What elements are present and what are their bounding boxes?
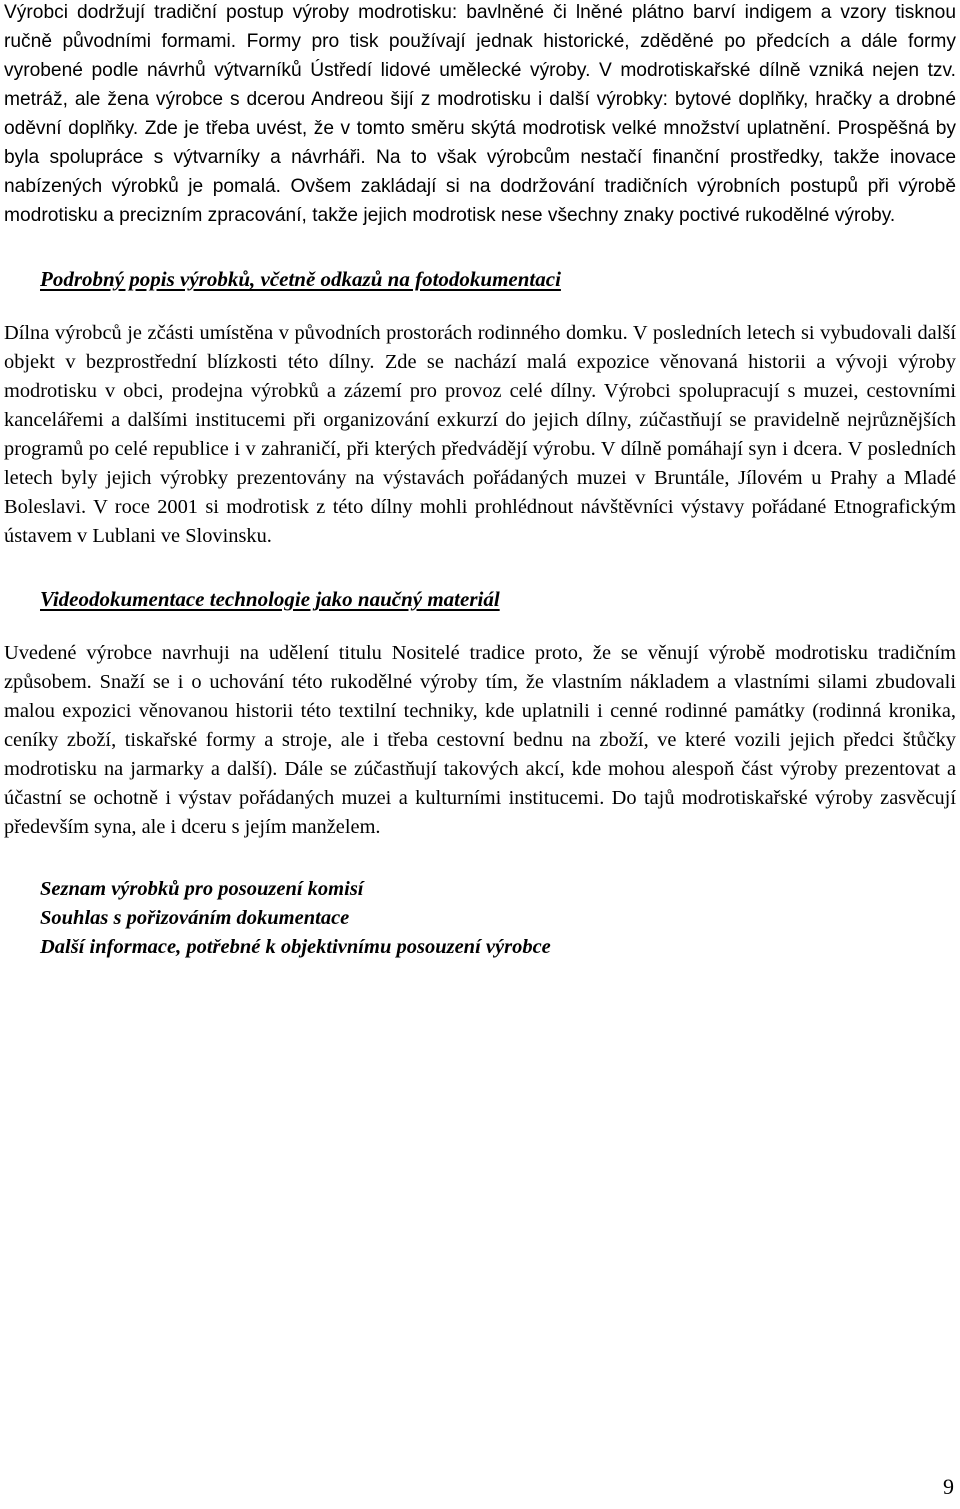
nomination-paragraph: Uvedené výrobce navrhuji na udělení titulu Nositelé tradice proto, že se věnují výrobě modrotisku tradičním způsobem. Snaží se i o uchování této rukodělné výroby tím, že vlastním nákladem a vlastními silami zbudovali malou expozici věnovanou historii této textilní techniky, kde uplatnili i cenné rodinné památky (rodinná kronika, ceníky zboží, tiskařské formy a stroje, ale i třeba cestovní bednu na zboží, ve které vozili jejich předci štůčky modrotisku na jarmarky a další). Dále se zúčastňují takových akcí, kde mohou alespoň část výroby prezentovat a účastní se ochotně i výstav pořádaných muzei a kulturními institucemi. Do tajů modrotiskařské výroby zasvěcují především syna, ale i dceru s jejím manželem. bbox=[4, 642, 956, 838]
attachment-further-information: Další informace, potřebné k objektivnímu posouzení výrobce bbox=[40, 936, 551, 958]
attachment-product-list: Seznam výrobků pro posouzení komisí bbox=[40, 878, 364, 900]
attachment-documentation-consent: Souhlas s pořizováním dokumentace bbox=[40, 907, 350, 929]
product-description-paragraph: Dílna výrobců je zčásti umístěna v původních prostorách rodinného domku. V posledních letech si vybudovali další objekt v bezprostřední blízkosti této dílny. Zde se nachází malá expozice věnovaná historii a vývoji výroby modrotisku v obci, prodejna výrobků a zázemí pro provoz celé dílny. Výrobci spolupracují s muzei, cestovními kancelářemi a dalšími institucemi při organizování exkurzí do jejich dílny, zúčastňují se pravidelně nejrůznějších programů po celé republice i v zahraničí, při kterých předvádějí výrobu. V dílně pomáhají syn i dcera. V posledních letech byly jejich výrobky prezentovány na výstavách pořádaných muzei v Bruntále, Jílovém u Prahy a Mladé Boleslavi. V roce 2001 si modrotisk z této dílny mohli prohlédnout návštěvníci výstavy pořádané Etnografickým ústavem v Lublani ve Slovinsku. bbox=[4, 322, 956, 547]
intro-paragraph: Výrobci dodržují tradiční postup výroby modrotisku: bavlněné či lněné plátno barví indigem a vzory tisknou ručně původními formami. Formy pro tisk používají jednak historické, zděděné po předcích a dále formy vyrobené podle návrhů výtvarníků Ústředí lidové umělecké výroby. V modrotiskařské dílně vzniká nejen tzv. metráž, ale žena výrobce s dcerou Andreou šijí z modrotisku i další výrobky: bytové doplňky, hračky a drobné oděvní doplňky. Zde je třeba uvést, že v tomto směru skýtá modrotisk velké množství uplatnění. Prospěšná by byla spolupráce s výtvarníky a návrháři. Na to však výrobcům nestačí finanční prostředky, takže inovace nabízených výrobků je pomalá. Ovšem zakládají si na dodržování tradičních výrobních postupů při výrobě modrotisku a precizním zpracování, takže jejich modrotisk nese všechny znaky poctivé rukodělné výroby. bbox=[4, 2, 956, 226]
page-number: 9 bbox=[943, 1474, 954, 1499]
section-heading-product-description: Podrobný popis výrobků, včetně odkazů na fotodokumentaci bbox=[40, 267, 561, 291]
section-heading-video-documentation: Videodokumentace technologie jako naučný materiál bbox=[40, 587, 500, 611]
attachment-list bbox=[4, 875, 956, 962]
document-page bbox=[4, 0, 956, 962]
